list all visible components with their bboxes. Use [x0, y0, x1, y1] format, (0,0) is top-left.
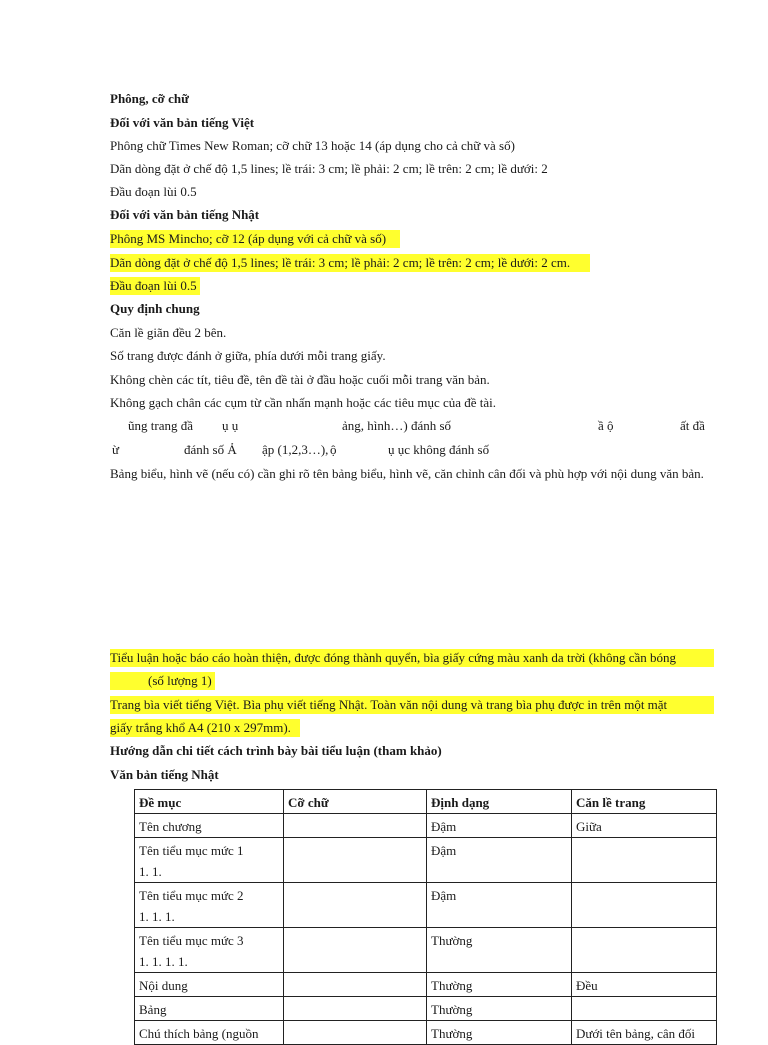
partial-text-fragment: ầ ộ	[598, 418, 614, 433]
partial-text-fragment: ũng trang đầ	[128, 418, 193, 433]
table-cell	[572, 928, 717, 973]
table-cell	[284, 1021, 427, 1045]
table-row	[135, 973, 717, 997]
table-cell: Đều	[572, 973, 717, 997]
table-row	[135, 838, 717, 883]
table-cell: Tên tiểu mục mức 1 1. 1.	[135, 838, 284, 883]
general-rules-heading: Quy định chung	[110, 301, 200, 316]
table-header-cell: Đề mục	[135, 790, 284, 814]
table-cell: Nội dung	[135, 973, 284, 997]
partial-text-fragment: ập (1,2,3…),	[262, 442, 329, 457]
table-cell	[284, 997, 427, 1021]
general-rule-item: Số trang được đánh ở giữa, phía dưới mỗi trang giấy.	[110, 348, 386, 363]
font-size-heading: Phông, cỡ chữ	[110, 91, 189, 106]
japanese-indent-rule: Đầu đoạn lùi 0.5	[110, 278, 197, 293]
table-cell: Thường	[427, 973, 572, 997]
table-cell	[572, 838, 717, 883]
partial-text-fragment: ất đầ	[680, 418, 705, 433]
partial-text-fragment: ộ	[330, 442, 337, 457]
table-cell: Tên chương	[135, 814, 284, 838]
binding-rule-line: Tiểu luận hoặc báo cáo hoàn thiện, được đóng thành quyển, bìa giấy cứng màu xanh da trời (không cần bóng	[110, 650, 677, 665]
figures-note-paragraph: Bảng biểu, hình vẽ (nếu có) cần ghi rõ tên bảng biểu, hình vẽ, căn chỉnh cân đối và phù hợp với nội dung văn bản.	[110, 466, 704, 481]
table-row	[135, 997, 717, 1021]
partial-text-fragment: ụ ụ	[222, 418, 239, 433]
table-cell: Tên tiểu mục mức 3 1. 1. 1. 1.	[135, 928, 284, 973]
guide-heading: Hướng dẫn chi tiết cách trình bày bài tiểu luận (tham khảo)	[110, 743, 442, 758]
table-row	[135, 1021, 717, 1045]
table-header-cell: Định dạng	[427, 790, 572, 814]
table-cell: Dưới tên bảng, cân đối	[572, 1021, 717, 1045]
table-cell	[572, 883, 717, 928]
general-rule-item: Căn lề giãn đều 2 bên.	[110, 325, 227, 340]
table-cell: Thường	[427, 928, 572, 973]
table-header-cell: Căn lề trang	[572, 790, 717, 814]
table-cell: Đậm	[427, 814, 572, 838]
table-cell: Tên tiểu mục mức 2 1. 1. 1.	[135, 883, 284, 928]
partial-text-fragment: ừ	[112, 442, 120, 457]
table-row	[135, 883, 717, 928]
japanese-text-heading: Đối với văn bản tiếng Nhật	[110, 207, 260, 222]
general-rule-item: Không gạch chân các cụm từ cần nhấn mạnh hoặc các tiêu mục của đề tài.	[110, 395, 497, 410]
partial-text-fragment: đánh số Ả	[184, 442, 237, 457]
japanese-format-heading: Văn bản tiếng Nhật	[110, 767, 219, 782]
table-cell	[284, 928, 427, 973]
table-cell	[284, 838, 427, 883]
format-table	[134, 789, 717, 1045]
table-header-row	[135, 790, 717, 814]
japanese-font-rule: Phông MS Mincho; cỡ 12 (áp dụng với cả chữ và số)	[110, 231, 387, 246]
table-cell	[284, 883, 427, 928]
table-cell	[284, 814, 427, 838]
table-cell: Thường	[427, 997, 572, 1021]
table-cell	[284, 973, 427, 997]
table-header-cell: Cỡ chữ	[284, 790, 427, 814]
table-cell	[572, 997, 717, 1021]
table-cell: Đậm	[427, 838, 572, 883]
japanese-spacing-rule: Dãn dòng đặt ở chế độ 1,5 lines; lề trái: 3 cm; lề phải: 2 cm; lề trên: 2 cm; lề dưới: 2 cm.	[110, 255, 571, 270]
cover-rule-line: giấy trắng khổ A4 (210 x 297mm).	[110, 720, 291, 735]
table-row	[135, 814, 717, 838]
partial-text-fragment: ảng, hình…) đánh số	[342, 418, 452, 433]
table-cell: Chú thích bảng (nguồn	[135, 1021, 284, 1045]
vietnamese-indent-rule: Đầu đoạn lùi 0.5	[110, 184, 197, 199]
binding-rule-line: (số lượng 1)	[148, 673, 212, 688]
table-cell: Thường	[427, 1021, 572, 1045]
cover-rule-line: Trang bìa viết tiếng Việt. Bìa phụ viết tiếng Nhật. Toàn văn nội dung và trang bìa phụ được in trên một mặt	[110, 697, 668, 712]
general-rule-item: Không chèn các tít, tiêu đề, tên đề tài ở đầu hoặc cuối mỗi trang văn bản.	[110, 372, 490, 387]
table-cell: Đậm	[427, 883, 572, 928]
vietnamese-spacing-rule: Dãn dòng đặt ở chế độ 1,5 lines; lề trái: 3 cm; lề phải: 2 cm; lề trên: 2 cm; lề dưới: 2	[110, 161, 548, 176]
vietnamese-font-rule: Phông chữ Times New Roman; cỡ chữ 13 hoặc 14 (áp dụng cho cả chữ và số)	[110, 138, 515, 153]
vietnamese-text-heading: Đối với văn bản tiếng Việt	[110, 115, 255, 130]
table-row	[135, 928, 717, 973]
table-cell: Giữa	[572, 814, 717, 838]
table-cell: Bảng	[135, 997, 284, 1021]
partial-text-fragment: ụ ục không đánh số	[388, 442, 490, 457]
